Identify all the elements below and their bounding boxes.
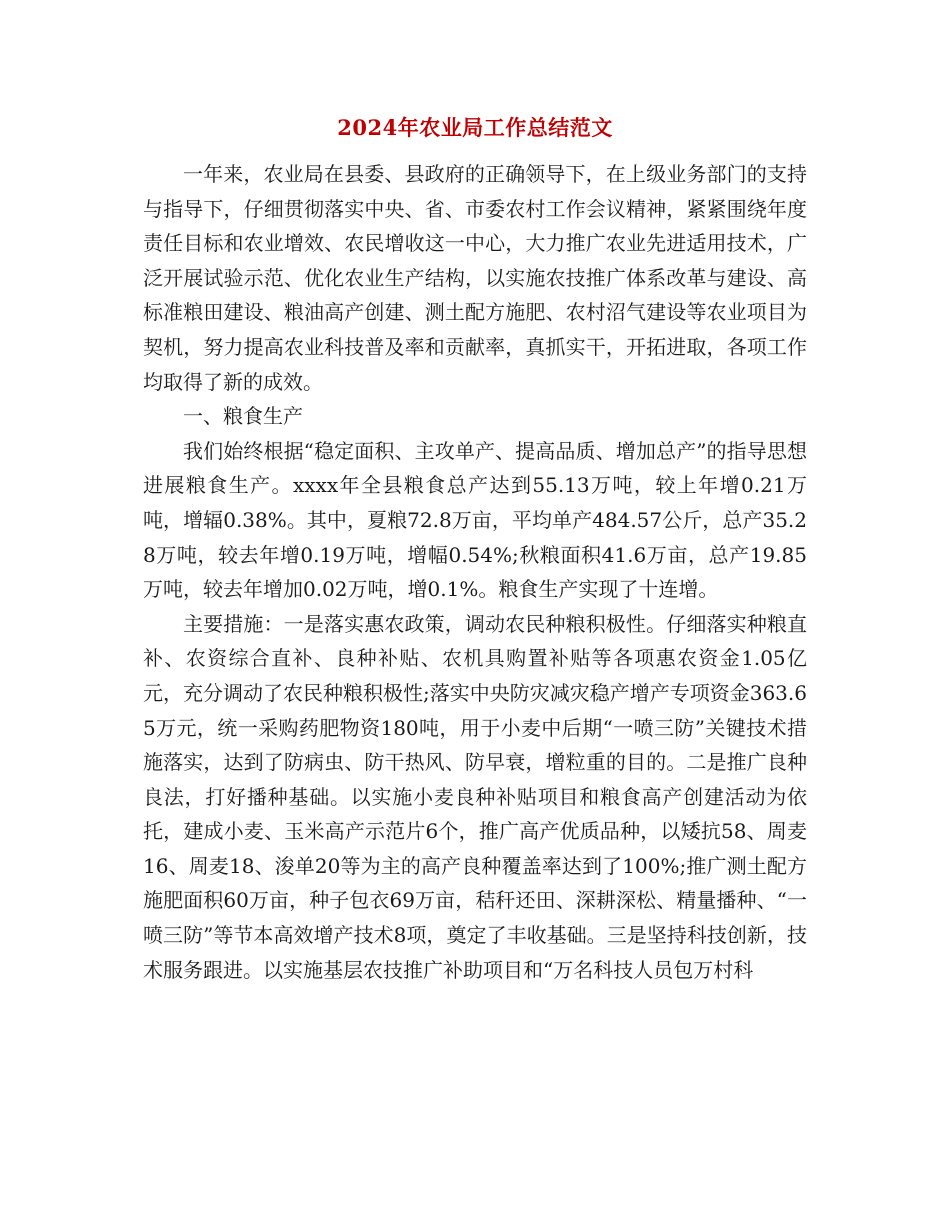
- section-heading-grain-production: 一、粮食生产: [183, 404, 303, 429]
- paragraph-intro: 一年来，农业局在县委、县政府的正确领导下，在上级业务部门的支持与指导下，仔细贯彻落实中央、省、市委农村工作会议精神，紧紧围绕年度责任目标和农业增效、农民增收这一中心，大力推广农业先进适用技术，广泛开展试验示范、优化农业生产结构，以实施农技推广体系改革与建设、高标准粮田建设、粮油高产创建、测土配方施肥、农村沼气建设等农业项目为契机，努力提高农业科技普及率和贡献率，真抓实干，开拓进取，各项工作均取得了新的成效。: [143, 162, 807, 394]
- paragraph-grain-output: 我们始终根据“稳定面积、主攻单产、提高品质、增加总产”的指导思想进展粮食生产。xxxx年全县粮食总产达到55.13万吨，较上年增0.21万吨，增辐0.38%。其中，夏粮72.8万亩，平均单产484.57公斤，总产35.28万吨，较去年增0.19万吨，增幅0.54%;秋粮面积41.6万亩，总产19.85万吨，较去年增加0.02万吨，增0.1%。粮食生产实现了十连增。: [143, 438, 807, 602]
- document-body: [143, 157, 807, 987]
- paragraph-main-measures: 主要措施：一是落实惠农政策，调动农民种粮积极性。仔细落实种粮直补、农资综合直补、良种补贴、农机具购置补贴等各项惠农资金1.05亿元，充分调动了农民种粮积极性;落实中央防灾减灾稳产增产专项资金363.65万元，统一采购药肥物资180吨，用于小麦中后期“一喷三防”关键技术措施落实，达到了防病虫、防干热风、防早衰，增粒重的目的。二是推广良种良法，打好播种基础。以实施小麦良种补贴项目和粮食高产创建活动为依托，建成小麦、玉米高产示范片6个，推广高产优质品种，以矮抗58、周麦16、周麦18、浚单20等为主的高产良种覆盖率达到了100%;推广测土配方施肥面积60万亩，种子包衣69万亩，秸秆还田、深耕深松、精量播种、“一喷三防”等节本高效增产技术8项，奠定了丰收基础。三是坚持科技创新，技术服务跟进。以实施基层农技推广补助项目和“万名科技人员包万村科: [143, 611, 807, 982]
- document-title: 2024年农业局工作总结范文: [337, 115, 613, 140]
